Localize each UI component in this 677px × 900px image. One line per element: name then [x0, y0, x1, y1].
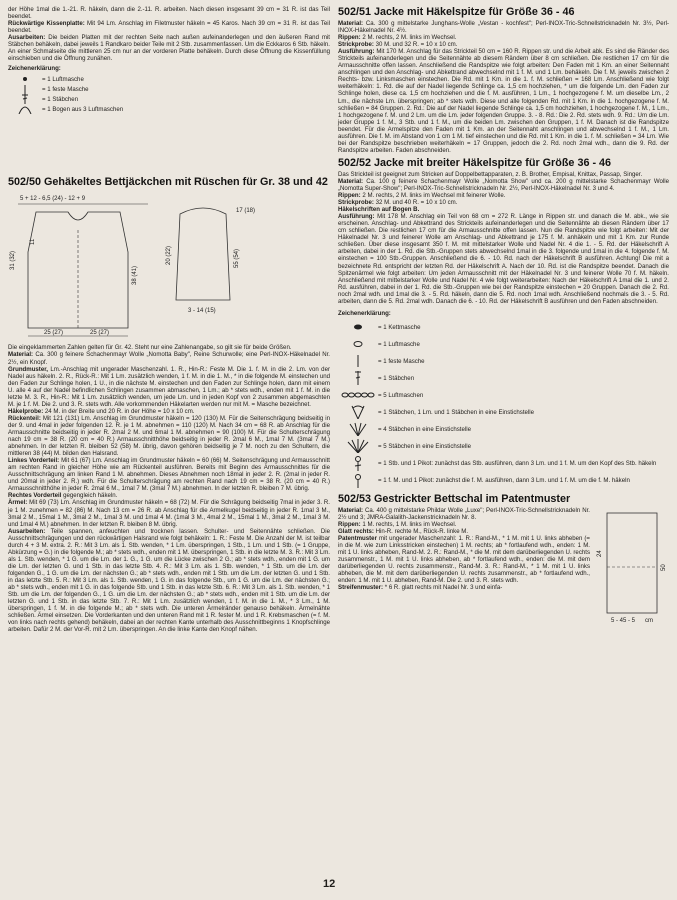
strick51-paragraph — [338, 41, 669, 48]
schematic-arm-height: 38 (41) — [132, 266, 138, 286]
ausf51-paragraph — [338, 48, 669, 154]
title-502-53: 502/53 Gestrickter Bettschal im Patentmuster — [338, 492, 571, 505]
rueck-label: Rückwärtige Kissenplatte: — [8, 20, 85, 28]
strick51-text: 30 M. und 32 R. = 10 x 10 cm. — [375, 41, 458, 49]
scarf-schematic — [593, 507, 669, 627]
haekel-label: Häkelprobe: — [8, 407, 44, 415]
rip52-text: 2 M. rechts, 2 M. links im Wechsel mit feinerer Wolle. — [362, 192, 506, 200]
single-crochet-icon — [8, 85, 42, 94]
legend-row — [338, 319, 669, 336]
legend-text: = 1 Bogen aus 3 Luftmaschen — [42, 105, 124, 113]
mat53-paragraph — [338, 507, 590, 521]
ausf51-text: Mit 170 M. Anschlag für das Strickteil 50 cm = 160 R. Rippen str. und die Arbeit abk. Es sind die Ränder des Strickteils aufeinanderlegen und die Seitennähte ab diesem Rändern über 8 cm schließen. Die restlichen 17 cm für die Armausschnitte offen lassen. Anschließend die Randspitze wie folgt arbeiten: Den Faden mit 1 Km. an einer Seitennaht anschlingen und den Anschlag- und Abkettrand abwechselnd mit 1 f. M. und 1 Lm. behäkeln. Die f. M. jeweils zwischen 2 Rechts- bzw. Linksmaschen einstechen. Die Rd. mit 1 Km. in die 1. f. M. schließen = 168 Lm. Anschließend wie folgt weiterhäkeln: 1. Rd. die auf der Nadel liegende Schlinge ca. 1,5 cm hochziehen, * um die folgende Lm. den Faden zur Schlinge holen, diese ca. 1,5 cm hochziehen und die f. M. ausführen, 1 Lm., 1 hochgezogene f. M. um dieselbe Lm., 2 Lm., die nächste Lm. überspringen; ab * stets wdh. Diese und alle folgenden Rd. mit 1 Km. in die 1. hochgezogene f. M. schließen = 84 Gruppen. 2. Rd.: Die auf der Nadel liegende Schlinge ca. 1,5 cm hochziehen, 1 hochgezogene f. M., 1 Lm., 1 hochgezogene f. M. und 2 Lm. um die Lm. jeder folgenden Gruppe. 3. - 8. Rd.: Die 2. Rd. stets wdh. 9. Rd.: Um die Lm. jeder Gruppe 1 f. M., 3 Stb. und 1 f. M., um die beiden Lm. zwischen den Gruppen, 1 f. M. Danach ist die Randspitze beendet. Für die Armelspitze den Faden mit 1 Km. an der Seitennaht anschlingen und abwechselnd 1 f. M., 1 Lm. ausführen. Die f. M. im Abstand von 1 cm 1 M. tief einstechen und die Rd. mit 1 Km. in die 1. f. M. schließen = 34 Lm. Wie bei der Randspitze beschrieben weiterhäkeln = 17 Gruppen, jedoch die 2. Rd. noch 2mal wdh., dann die 9. Rd. der Randspitze arbeiten. Faden abschneiden. — [338, 48, 669, 154]
legend-row — [338, 336, 669, 353]
jacket-schematic — [8, 190, 330, 340]
legend-row — [338, 472, 669, 489]
grund-text: Lm.-Anschlag mit ungerader Maschenzahl. 1. R., Hin-R.: Feste M. Die 1. f. M. in die 2. Lm. von der Nadel aus häkeln. 2. R., Rück-R.: Mit 1 Lm. zusätzlich wenden, 1 f. M. in die 1. M., * in die folgende M. einstechen und den Faden zur Schlinge holen, 1 U., in die nächste M. einstechen und den Faden zur Schlinge holen, dann mit einem U. alle 4 auf der Nadel befindlichen Schlingen zusammen abmaschen, 1 Lm.; ab * stets wdh., enden mit 1 f. M. in die letzte M. 3. R., Hin-R.: Mit 1 Lm. zusätzlich wenden, um jede Lm. und in jeden Kopf von 2 zusammen abgemaschten M. je 1 f. M. Die 2. und 3. R. stets wdh. Alle vorkommenden Häkelarten werden nur mit M. = Masche bezeichnet. — [8, 365, 330, 408]
mat53-label: Material: — [338, 506, 364, 514]
legend-row — [338, 438, 669, 455]
schematic-sleeve-top: 17 (18) — [236, 208, 256, 215]
haekelschriften-note: Häkelschriften auf Bogen B. — [338, 206, 420, 214]
armel-text: Mit 69 (73) Lm. Anschlag im Grundmuster häkeln = 68 (72) M. Für die Schrägung beidseitig 7mal in jeder 3. R. je 1 M. zunehmen = 82 (86) M. Nach 13 cm = 26 R. ab Anschlag für die Armelkugel beidseitig in jeder R. 1mal 3 M., 3mal 2 M., 15mal 1 M., 3mal 2 M., 1mal 3 M. und 1mal 4 M. (1mal 3 M., 4mal 2 M., 15mal 1 M., 3mal 2 M., 1mal 3 M. und 1mal 4 M.) abnehmen. In der letzten R. bleiben 8 M. übrig. — [8, 499, 330, 528]
title-502-52: 502/52 Jacke mit breiter Häkelspitze für Größe 36 - 46 — [338, 156, 612, 169]
schematic-bottom-right: 25 (27) — [90, 330, 110, 337]
legend-text: = 1 feste Masche — [42, 85, 89, 93]
rip53-text: 1 M. rechts, 1 M. links im Wechsel. — [362, 520, 457, 528]
ausf52-label: Ausführung: — [338, 213, 375, 221]
legend-text: = 1 Luftmasche — [42, 75, 84, 83]
glatt53-label: Glatt rechts: — [338, 527, 374, 535]
legend-right — [338, 319, 669, 489]
legend-text: = 1 Stäbchen — [42, 95, 79, 103]
fan-icon — [338, 405, 378, 419]
scarf-section — [338, 507, 669, 627]
rip52-label: Rippen: — [338, 192, 361, 200]
legend-text: = 4 Stäbchen in eine Einstichstelle — [378, 425, 471, 433]
left-column — [8, 6, 330, 633]
links-paragraph — [8, 457, 330, 492]
title-502-51: 502/51 Jacke mit Häkelspitze für Größe 36 - 46 — [338, 6, 575, 18]
schematic-bottom-left: 25 (27) — [44, 330, 64, 337]
haekel-text: 24 M. in der Breite und 20 R. in der Höhe = 10 x 10 cm. — [44, 407, 195, 415]
scarf-bottom-dims: 5 - 45 - 5 — [611, 617, 636, 624]
patent53-text: mit ungerader Maschenzahl: 1. R.: Rand-M., * 1 M. mit 1 U. links abheben (= in die M. wie zum Linksstricken einstechen) 1 M. rechts; ab * fortlaufend wdh., enden: 1 M. mit 1 U. links abheben, Rand-M. 2. R.: Rand-M., * die M. mit dem darüberliegenden U. rechts zusammenstr., 1 M. mit 1 U. links abheben, ab * fortlaufend wdh., enden: die M. mit dem darüberliegenden U. rechts zusammenstr., Rand-M. 3. R.: Rand-M., * 1 M. mit 1 U. links abheben, die M. mit dem darüberliegenden U. rechts zusammenstr., ab * fortlaufend wdh., enden: 1 M. mit 1 U. abheben, Rand-M. Die 2. und 3. R. stets wdh. — [338, 535, 590, 585]
ruecken-text: Mit 121 (131) Lm. Anschlag im Grundmuster häkeln = 120 (130) M. Für die Seitenschrägung beidseitig in der 9. und 4mal in jeder folgenden 12. R. je 1 M. abnehmen = 110 (120) M. Nach 34 cm = 68 R. ab Anschlag für die Armausschnitte beidseitig in jeder R. 2mal 2 M. und 6mal 1 M. abnehmen = 90 (100) M. Für die Schulterschrägung nach 19 cm = 38 R. (20 cm = 40 R.) Armausschnitthöhe beidseitig in jeder R. 2mal 6 M., 1mal 7 M. (3mal 7 M.) abnehmen. In der letzten R. bleiben 52 (58) M. übrig, davon gehören beidseitig je 7 M. noch zu den Schultern, die mittleren 38 (44) M. bilden den Halsrand. — [8, 414, 330, 458]
double-crochet-icon — [338, 371, 378, 385]
mat52-text: Ca. 100 g feinere Schachenmayr Wolle „Nomotta Show" und ca. 200 g mittelstarke Schachenmayr Wolle „Nomotta Super-Show"; Perl-INOX-Tric-Schnellstricknadeln Nr. 2½, Perl-INOX-Häkelnadel Nr. 3 und 4. — [338, 177, 669, 192]
schematic-mid-height: 11 — [30, 239, 36, 246]
mat52-label: Material: — [338, 177, 364, 185]
page-number: 12 — [323, 878, 336, 890]
ausf51-label: Ausführung: — [338, 48, 375, 56]
schematic-sleeve-height: 20 (22) — [166, 246, 172, 266]
strick51-label: Strickprobe: — [338, 41, 374, 49]
strick52-paragraph — [338, 199, 669, 206]
material-paragraph — [8, 351, 330, 365]
legend-text: = 1 Luftmasche — [378, 340, 420, 348]
chain-loop-icon — [338, 323, 378, 331]
intro-paragraph: der Höhe 1mal die 1.-21. R. häkeln, dann die 2.-11. R. arbeiten. Nach diesen insgesamt 39 cm = 31 R. ist das Teil beendet. — [8, 6, 330, 21]
p52-paragraph: Das Strickteil ist geeignet zum Stricken auf Doppelbettapparaten, z. B. Brother, Empisal, Knittax, Passap, Singer. — [338, 170, 643, 178]
title-502-50: 502/50 Gehäkeltes Bettjäckchen mit Rüschen für Gr. 38 und 42 — [8, 176, 328, 189]
legend-row — [8, 104, 330, 114]
ausarb2-paragraph — [8, 528, 330, 634]
material-label: Material: — [8, 351, 34, 359]
legend-text: = 1 Stb. und 1 Pikot: zunächst das Stb. ausführen, dann 3 Lm. und 1 f. M. um den Kopf des Stb. häkeln — [378, 459, 657, 467]
rip53-paragraph — [338, 521, 590, 528]
legend-text: = 1 f. M. und 1 Pikot: zunächst die f. M. ausführen, dann 3 Lm. und 1 f. M. um die f. M. häkeln — [378, 476, 630, 484]
rechtes-paragraph — [8, 492, 330, 499]
sleeve-outline — [176, 208, 230, 300]
ausf52-text: Mit 178 M. Anschlag ein Teil von 68 cm = 272 R. Länge in Rippen str. und danach die M. abk., wie sie erscheinen. Anschlag- und Abkettrand des Strickteils aufeinanderlegen und die Seitennähte ab diesen Rändern über 17 cm schließen. Die restlichen 17 cm für die Armausschnitte offen lassen. Nun die Randspitze wie folgt arbeiten: Mit der Häkelnadel Nr. 3 und feinerer Wolle am Anschlag- und Abkettrand je 175 f. M. anhäkeln und mit 1 Km. zur Runde schließen. Über diese insgesamt 350 f. M. mit mittelstarker Wolle und Nadel Nr. 4 die 1. - 5. Rd. der Häkelschrift A arbeiten, dabei in der 1. Rd. die Stb.-Gruppen stets abwechselnd 1mal in die 3. folgende und 1mal in die 4. folgende f. M. einstechen = 100 Stb.-Gruppen. Anschließend die 6. - 10. Rd. nach der Häkelschrift B ausführen. Achtung! Die mit a bezeichnete Rd. entspricht der letzten Rd. der Häkelschrift A. Nach der 10. Rd. ist die Randspitze beendet. Danach die Spitzenärmel wie folgt arbeiten: Um jeden Armausschnitt mit der Häkelnadel Nr. 3 und feinerer Wolle 70 f. M. häkeln. Anschließend mit mittelstarker Wolle und Nadel Nr. 4 wie folgt weiterarbeiten: Nach der Häkelschrift A 1mal die 1. und 2. Rd. ausführen, dabei in der 1. Rd. die Stb.-Gruppen wie bei der Randspitze einstechen = 20 Gruppen. Danach die 2. Rd. noch 2mal wdh. und 1mal die 3. - 5. Rd. häkeln, dann die 5. Rd. noch 1mal wdh. Anschließend nochmals die 3. - 5. Rd. arbeiten, dann die 5. Rd. 2mal wdh. Danach die 6. - 10. Rd. der Häkelschrift B ausführen und den Faden abschneiden. — [338, 213, 670, 305]
patent53-paragraph — [338, 535, 590, 584]
strick52-label: Strickprobe: — [338, 199, 374, 207]
legend-title-right: Zeichenerklärung: — [338, 309, 391, 317]
material-text: Ca. 300 g feinere Schachenmayr Wolle „Nomotta Baby", Reine Schurwolle; eine Perl-INOX-Häkelnadel Nr. 2½, ein Knopf. — [8, 351, 331, 366]
ausarb2-text: Teile spannen, anfeuchten und trocknen lassen. Schulter- und Seitennähte schließen. Die Ausschnittschrägungen und den rückwärtigen Halsrand wie folgt behäkeln: 1. R.: Feste M. Die Anzahl der M. ist teilbar durch 4 + 3 M. extra. 2. R.: Mit 3 Lm. als 1. Stb. wenden, * 1 Lm. überspringen, 1 Stb., 1 Lm. und 1 Stb. (= 1 Gruppe, Abkürzung = G.) in die folgende M.; ab * stets wdh., enden mit 1 M. überspringen, 1 Stb. in die letzte M. 3. R.: Mit 3 Lm. als 1. Stb. wenden, * 1 G. um die Lm. der 1. G., 1 G. um die Lücke zwischen 2 G.; ab * stets wdh., enden mit 1 G. um die Lm. der letzten G. und 1 Stb. in das letzte Stb. 4. R.: Mit 3 Lm. als 1. Stb. wenden, * 1 Stb. um die Lm. der folgenden G., 1 G. um die Lm. der nächsten G.; ab * stets wdh., enden mit 1 Stb. um die Lm. der letzten G. und 1 Stb. in das letzte Stb. 5. R.: Mit 3 Lm. als 1. Stb. wenden, 1 G. in das folgende Stb., um 1 G. um die Lm. der nächsten G.; ab * stets wdh., enden mit 1 G. in das folgende Stb. und 1 Stb. in das letzte Stb. 6. R.: Mit 3 Lm. als 1. Stb. wenden, * 1 Stb. um die Lm. der folgenden G., 1 G. um die Lm. der nächsten G.; ab * stets wdh., enden mit 1 Stb. um die Lm. der letzten G. und 1 Stb. in das letzte Stb. 7. R.: Mit 1 Lm. zusätzlich wenden, 1 f. M. in die 1. M., * 3 Lm., 1 M. überspringen, 1 f. M. in die folgende M.; ab * stets wdh. Die unteren Ärmelränder genauso behäkeln. Ärmelnähte schließen. Ärmel einsetzen. Die Vorderkanten und den unteren Rand mit 1 R. fester M. und 1 R. Krebsmaschen (= f. M. von links nach rechts gehend) behäkeln, dabei an der rechten Kante unterhalb des Ausschnittbeginns 1 Knopfschlinge arbeiten. Dafür 2 M. der Vor-R. mit 2 Lm. überspringen. An die linke Kante den Knopf nähen. — [8, 527, 330, 634]
glatt53-text: Hin-R. rechte M., Rück-R. linke M. — [375, 527, 469, 535]
streifen-label: Streifenmuster: — [338, 584, 384, 592]
links-text: Mit 61 (67) Lm. Anschlag im Grundmuster häkeln = 60 (66) M. Seitenschrägung und Armausschnitt am rechten Rand in gleicher Höhe wie am Rückenteil ausführen. Bereits mit Beginn des Armausschnittes für die Ausschnittschrägung am linken Rand 1 M. abnehmen. Dieses Abnehmen noch 18mal in jeder 2. R. (2mal in jeder R. und 20mal in jeder 2. R.) wdh. Für die Schulterschrägung am rechten Rand nach 19 cm = 38 R. (20 cm = 40 R.) Armausschnitthöhe in jeder R. 2mal 6 M., 1mal 7 M. (3mal 7 M.) abnehmen. In der letzten R. bleiben 7 M. übrig. — [8, 457, 330, 493]
legend-row — [8, 74, 330, 84]
legend-text: = 5 Luftmaschen — [378, 391, 424, 399]
ausf52-paragraph — [338, 213, 669, 305]
legend-row — [338, 370, 669, 387]
rip51-paragraph — [338, 34, 669, 41]
legend-row — [338, 455, 669, 472]
rip51-label: Rippen: — [338, 34, 361, 42]
ausarb-paragraph — [8, 34, 330, 62]
ruecken-label: Rückenteil: — [8, 414, 41, 422]
schematic-sleeve-length: 55 (54) — [234, 249, 240, 269]
legend-text: = 1 Kettmasche — [378, 323, 421, 331]
scarf-unit: cm — [645, 617, 653, 624]
legend-text: = 1 feste Masche — [378, 357, 425, 365]
rip53-label: Rippen: — [338, 520, 361, 528]
rechtes-label: Rechtes Vorderteil — [8, 492, 62, 500]
ausarb-label: Ausarbeiten: — [8, 34, 46, 42]
mat52-paragraph — [338, 178, 669, 192]
picot-sc-icon — [338, 473, 378, 488]
rueck-text: Mit 94 Lm. Anschlag im Filetmuster häkeln = 45 Karos. Nach 39 cm = 31 R. ist das Teil beendet. — [8, 20, 331, 35]
ausarb-text: Die beiden Platten mit der rechten Seite nach außen aufeinanderlegen und den äußeren Rand mit Stäbchen behäkeln, dabei jeweils 1 Randkaro beider Teile mit 2 Stb. zusammenfassen. Um die Eckkaros 6 Stb. häkeln. An einer Schmalseite die mittleren 25 cm nur an der vorderen Platte behäkeln. Durch diese Öffnung die Kissenfüllung einschieben und die Öffnung zunähen. — [8, 34, 331, 63]
rueck-paragraph — [8, 20, 330, 34]
double-crochet-icon — [8, 94, 42, 104]
fan5-icon — [338, 439, 378, 453]
fan4-icon — [338, 422, 378, 436]
ausarb2-label: Ausarbeiten: — [8, 527, 46, 535]
grund-label: Grundmuster, — [8, 365, 48, 373]
legend-text: = 1 Stäbchen, 1 Lm. und 1 Stäbchen in eine Einstichstelle — [378, 408, 535, 416]
legend-row — [338, 353, 669, 370]
legend-text: = 5 Stäbchen in eine Einstichstelle — [378, 442, 471, 450]
mat53-text: Ca. 400 g mittelstarke Phildar Wolle „Luxe"; Perl-INOX-Tric-Schnellstricknadeln Nr. 2½ und 3; JMRA-Galalith-Jackenstricknadeln Nr. 8. — [338, 506, 590, 521]
scarf-text — [338, 507, 590, 627]
picot-stitch-icon — [338, 456, 378, 471]
chain-oval-icon — [338, 340, 378, 348]
arch-icon — [8, 104, 42, 114]
scarf-right-height: 50 — [661, 564, 667, 571]
legend-row — [338, 421, 669, 438]
glatt53-paragraph — [338, 528, 590, 535]
legend-row — [338, 404, 669, 421]
schematic-left-height: 31 (32) — [10, 251, 16, 271]
armel-label: Ärmel: — [8, 499, 28, 507]
slip-stitch-dot-icon — [8, 75, 42, 83]
schematic-cuff: 3 - 14 (15) — [188, 308, 216, 315]
schematic-top-label: 5 + 12 - 6,5 (24) - 12 + 9 — [20, 196, 86, 203]
sizes-paragraph: Die eingeklammerten Zahlen gelten für Gr. 42. Steht nur eine Zahlenangabe, so gilt sie für beide Größen. — [8, 344, 292, 352]
legend-row — [8, 84, 330, 94]
rechtes-text: gegengleich häkeln. — [63, 492, 118, 500]
scarf-left-height: 24 — [597, 550, 603, 557]
haekel-paragraph — [8, 408, 330, 415]
mat51-text: Ca. 300 g mittelstarke Junghans-Wolle „Vestan - kochfest"; Perl-INOX-Tric-Schnellstricknadeln Nr. 3½, Perl-INOX-Häkelnadel Nr. 4½. — [338, 20, 669, 35]
legend-left — [8, 74, 330, 114]
legend-text: = 1 Stäbchen — [378, 374, 415, 382]
patent53-label: Patentmuster — [338, 535, 377, 543]
streifen-paragraph — [338, 584, 590, 591]
chain-five-icon — [338, 391, 378, 399]
ruecken-paragraph — [8, 415, 330, 457]
strick52-text: 32 M. und 40 R. = 10 x 10 cm. — [375, 199, 458, 207]
legend-title: Zeichenerklärung: — [8, 65, 61, 73]
grund-paragraph — [8, 366, 330, 408]
mat51-label: Material: — [338, 20, 364, 27]
right-column — [338, 6, 669, 627]
single-crochet-icon — [338, 355, 378, 367]
legend-row — [8, 94, 330, 104]
legend-row — [338, 387, 669, 404]
armel-paragraph — [8, 499, 330, 527]
rip52-paragraph — [338, 192, 669, 199]
rip51-text: 2 M. rechts, 2 M. links im Wechsel. — [362, 34, 457, 42]
mat51-paragraph — [338, 20, 669, 34]
streifen-text: * 6 R. glatt rechts mit Nadel Nr. 3 und einfa- — [384, 584, 503, 592]
scarf-outline — [607, 513, 657, 613]
links-label: Linkes Vorderteil: — [8, 457, 60, 465]
